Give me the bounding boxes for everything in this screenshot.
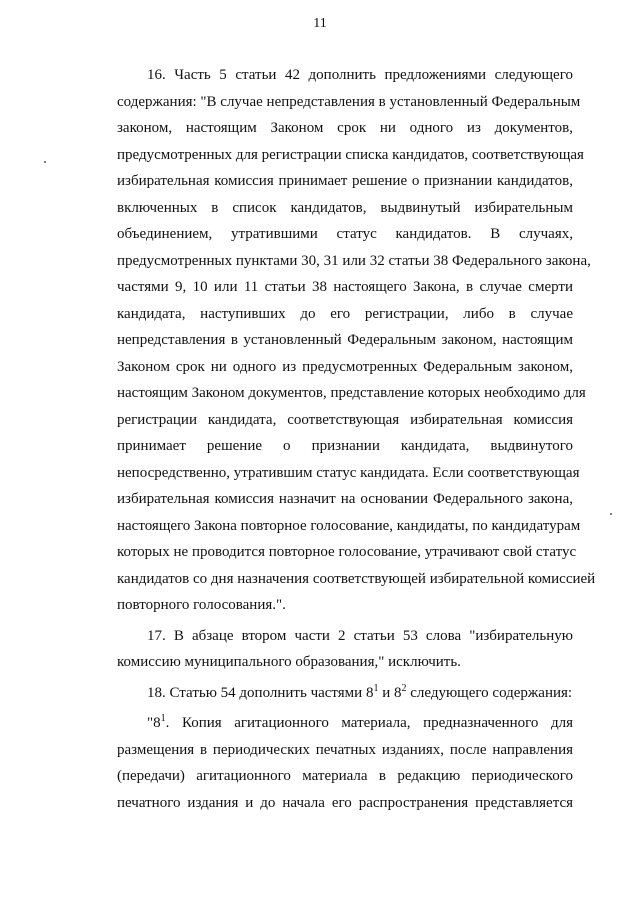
text-line: непредставления в установленный Федеральным законом, настоящим: [117, 332, 573, 348]
text-line: Законом срок ни одного из предусмотренных Федеральным законом,: [117, 358, 573, 375]
text-line: избирательная комиссия принимает решение о признании кандидатов,: [117, 173, 573, 189]
text-line: 18. Статью 54 дополнить частями $8^1$ и $8^2$ следующего содержания:: [147, 682, 573, 701]
text-line: кандидата, наступивших до его регистрации, либо в случае: [117, 305, 573, 322]
text-line: избирательная комиссия назначит на основании Федерального закона,: [117, 491, 573, 507]
text-line: которых не проводится повторное голосование, утрачивают свой статус: [117, 544, 577, 560]
text-line: содержания: "В случае непредставления в установленный Федеральным: [117, 93, 581, 110]
paragraph-17: [117, 623, 573, 676]
text-line: принимает решение о признании кандидата, выдвинутого: [117, 438, 573, 454]
text-line: предусмотренных для регистрации списка кандидатов, соответствующая: [117, 146, 584, 163]
text-line: размещения в периодических печатных изданиях, после направления: [117, 741, 573, 758]
text-line: включенных в список кандидатов, выдвинутый избирательным: [117, 199, 573, 216]
text-line: настоящего Закона повторное голосование, кандидаты, по кандидатурам: [117, 517, 581, 534]
paragraph-16: [117, 62, 596, 619]
document-body: [117, 62, 596, 816]
margin-mark: [610, 513, 612, 515]
text-line: печатного издания и до начала его распространения представляется: [117, 794, 573, 811]
text-line: объединением, утратившими статус кандидатов. В случаях,: [117, 226, 573, 242]
text-line: "$8^1$. Копия агитационного материала, предназначенного для: [147, 713, 573, 731]
paragraph-18: [117, 680, 573, 707]
text-line: непосредственно, утратившим статус кандидата. Если соответствующая: [117, 464, 580, 481]
text-line: кандидатов со дня назначения соответствующей избирательной комиссией: [117, 570, 596, 587]
text-line: 16. Часть 5 статьи 42 дополнить предложениями следующего: [147, 67, 573, 83]
margin-mark: [44, 161, 46, 163]
text-line: законом, настоящим Законом срок ни одного из документов,: [117, 120, 573, 136]
text-line: частями 9, 10 или 11 статьи 38 настоящего Закона, в случае смерти: [117, 279, 573, 295]
text-line: (передачи) агитационного материала в редакцию периодического: [117, 768, 573, 784]
text-line: 17. В абзаце втором части 2 статьи 53 слова "избирательную: [147, 627, 573, 644]
text-line: комиссию муниципального образования," исключить.: [117, 654, 461, 670]
text-line: регистрации кандидата, соответствующая избирательная комиссия: [117, 411, 573, 428]
text-line: повторного голосования.".: [117, 597, 286, 613]
text-line: предусмотренных пунктами 30, 31 или 32 статьи 38 Федерального закона,: [117, 252, 591, 269]
paragraph-8-1: [117, 710, 573, 816]
text-line: настоящим Законом документов, представление которых необходимо для: [117, 385, 586, 401]
page-number: 11: [313, 16, 327, 31]
